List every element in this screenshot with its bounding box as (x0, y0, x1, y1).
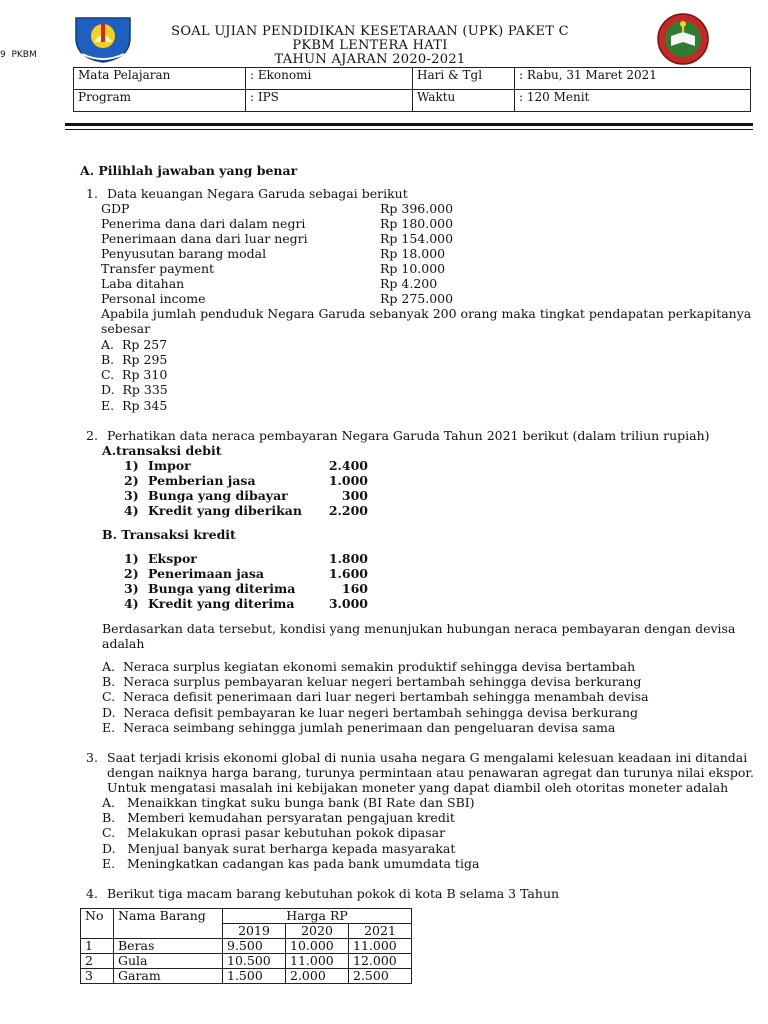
q1-question-line-1: Apabila jumlah penduduk Negara Garuda sebanyak 200 orang maka tingkat pendapatan perkapitanya (101, 306, 752, 321)
q2-credit-num: 1) (124, 551, 139, 566)
q4-text: Berikut tiga macam barang kebutuhan pokok di kota B selama 3 Tahun (107, 886, 560, 901)
th-price: Harga RP (223, 909, 412, 924)
cell-price: 1.500 (223, 969, 286, 984)
cell-price: 9.500 (223, 939, 286, 954)
q2-question-line-1: Berdasarkan data tersebut, kondisi yang menunjukan hubungan neraca pembayaran dengan devisa (102, 621, 736, 636)
table-row (81, 969, 412, 984)
q2-credit-label: Ekspor (148, 551, 197, 566)
q2-option-a[interactable]: A. Neraca surplus kegiatan ekonomi semakin produktif sehingga devisa bertambah (102, 659, 636, 674)
q1-option-d[interactable]: D. Rp 335 (101, 382, 168, 397)
cell-price: 11.000 (349, 939, 412, 954)
q2-option-d[interactable]: D. Neraca defisit pembayaran ke luar negeri bertambah sehingga devisa berkurang (102, 705, 639, 720)
q1-row-value: Rp 154.000 (380, 231, 454, 246)
q1-option-a[interactable]: A. Rp 257 (101, 337, 168, 352)
subject-value: : Ekonomi (246, 68, 413, 90)
cell-price: 10.000 (286, 939, 349, 954)
th-no: No (81, 909, 114, 939)
header-line-1: SOAL UJIAN PENDIDIKAN KESETARAAN (UPK) PAKET C (171, 24, 569, 39)
cell-name: Gula (114, 954, 223, 969)
q3-option-e[interactable]: E. Meningkatkan cadangan kas pada bank umumdata tiga (102, 856, 480, 871)
q1-text: Data keuangan Negara Garuda sebagai berikut (107, 186, 408, 201)
q3-text-line-1: Saat terjadi krisis ekonomi global di nunia usaha negara G mengalami kelesuan keadaan ini ditandai (107, 750, 748, 765)
q2-debit-value: 300 (341, 488, 368, 503)
q2-option-c[interactable]: C. Neraca defisit penerimaan dari luar negeri bertambah sehingga menambah devisa (102, 689, 649, 704)
q2-option-e[interactable]: E. Neraca seimbang sehingga jumlah penerimaan dan pengeluaran devisa sama (102, 720, 616, 735)
cell-price: 2.500 (349, 969, 412, 984)
q2-debit-num: 4) (124, 503, 139, 518)
th-year: 2021 (349, 924, 412, 939)
q2-option-b[interactable]: B. Neraca surplus pembayaran keluar negeri bertambah sehingga devisa berkurang (102, 674, 642, 689)
q2-debit-value: 2.200 (328, 503, 368, 518)
q2-credit-value: 3.000 (328, 596, 368, 611)
subject-label: Mata Pelajaran (74, 68, 246, 90)
time-label: Waktu (413, 90, 515, 112)
q2-debit-label: Pemberian jasa (148, 473, 256, 488)
program-label: Program (74, 90, 246, 112)
header-line-3: TAHUN AJARAN 2020-2021 (274, 52, 466, 67)
q2-credit-label: Kredit yang diterima (148, 596, 295, 611)
q2-debit-num: 1) (124, 458, 139, 473)
q3-option-d[interactable]: D. Menjual banyak surat berharga kepada masyarakat (102, 841, 456, 856)
th-year: 2019 (223, 924, 286, 939)
q3-text-line-2: dengan naiknya harga barang, turunya permintaan atau penawaran agregat dan turunya nilai ekspor. (107, 765, 755, 780)
q2-question-line-2: adalah (102, 636, 145, 651)
q2-credit-num: 3) (124, 581, 139, 596)
q1-row-value: Rp 10.000 (380, 261, 446, 276)
section-title: A. Pilihlah jawaban yang benar (80, 163, 298, 178)
q1-row-label: Penerimaan dana dari luar negri (101, 231, 308, 246)
q2-debit-label: Impor (148, 458, 191, 473)
q2-credit-value: 160 (341, 581, 368, 596)
program-value: : IPS (246, 90, 413, 112)
tut-wuri-handayani-logo (72, 12, 134, 64)
q3-option-b[interactable]: B. Memberi kemudahan persyaratan pengajuan kredit (102, 810, 455, 825)
cell-price: 12.000 (349, 954, 412, 969)
q2-credit-label: Bunga yang diterima (148, 581, 296, 596)
q3-option-c[interactable]: C. Melakukan oprasi pasar kebutuhan pokok dipasar (102, 825, 446, 840)
q1-row-label: Penyusutan barang modal (101, 246, 267, 261)
pkbm-emblem-logo (653, 12, 713, 66)
th-name: Nama Barang (114, 909, 223, 939)
q1-row-value: Rp 4.200 (380, 276, 438, 291)
cell-no: 2 (81, 954, 114, 969)
day-value: : Rabu, 31 Maret 2021 (515, 68, 751, 90)
q2-debit-label: Bunga yang dibayar (148, 488, 288, 503)
header-rule-thin (65, 129, 753, 130)
cell-price: 10.500 (223, 954, 286, 969)
q2-credit-title: B. Transaksi kredit (102, 527, 236, 542)
q3-text-line-3: Untuk mengatasi masalah ini kebijakan moneter yang dapat diambil oleh otoritas moneter adalah (107, 780, 729, 795)
q2-debit-num: 2) (124, 473, 139, 488)
q1-row-value: Rp 275.000 (380, 291, 454, 306)
q2-number: 2. (86, 428, 98, 443)
cell-price: 2.000 (286, 969, 349, 984)
q1-row-label: GDP (101, 201, 130, 216)
q4-number: 4. (86, 886, 98, 901)
cell-price: 11.000 (286, 954, 349, 969)
q2-credit-value: 1.800 (328, 551, 368, 566)
q1-option-c[interactable]: C. Rp 310 (101, 367, 168, 382)
q2-text: Perhatikan data neraca pembayaran Negara Garuda Tahun 2021 berikut (dalam triliun rupiah) (107, 428, 710, 443)
q2-debit-value: 1.000 (328, 473, 368, 488)
q1-number: 1. (86, 186, 98, 201)
q1-row-value: Rp 18.000 (380, 246, 446, 261)
q2-debit-value: 2.400 (328, 458, 368, 473)
q2-credit-label: Penerimaan jasa (148, 566, 265, 581)
table-row (81, 954, 412, 969)
th-year: 2020 (286, 924, 349, 939)
q2-debit-num: 3) (124, 488, 139, 503)
q3-option-a[interactable]: A. Menaikkan tingkat suku bunga bank (BI Rate dan SBI) (102, 795, 475, 810)
price-table (80, 908, 412, 984)
q2-credit-num: 2) (124, 566, 139, 581)
header-line-2: PKBM LENTERA HATI (292, 38, 448, 53)
q2-credit-value: 1.600 (328, 566, 368, 581)
cell-name: Garam (114, 969, 223, 984)
cell-no: 1 (81, 939, 114, 954)
table-row (81, 939, 412, 954)
q1-row-value: Rp 180.000 (380, 216, 454, 231)
side-fragment: 9 PKBM (0, 50, 37, 60)
q1-question-line-2: sebesar (101, 321, 151, 336)
day-label: Hari & Tgl (413, 68, 515, 90)
cell-name: Beras (114, 939, 223, 954)
q1-row-label: Laba ditahan (101, 276, 185, 291)
q1-row-value: Rp 396.000 (380, 201, 454, 216)
q1-row-label: Penerima dana dari dalam negri (101, 216, 306, 231)
time-value: : 120 Menit (515, 90, 751, 112)
cell-no: 3 (81, 969, 114, 984)
q1-row-label: Transfer payment (101, 261, 215, 276)
q3-number: 3. (86, 750, 98, 765)
q1-option-b[interactable]: B. Rp 295 (101, 352, 168, 367)
q1-row-label: Personal income (101, 291, 206, 306)
q1-option-e[interactable]: E. Rp 345 (101, 398, 168, 413)
q2-debit-label: Kredit yang diberikan (148, 503, 302, 518)
q2-credit-num: 4) (124, 596, 139, 611)
header-rule-thick (65, 123, 753, 126)
q2-debit-title: A.transaksi debit (102, 443, 222, 458)
exam-info-table (73, 67, 751, 112)
